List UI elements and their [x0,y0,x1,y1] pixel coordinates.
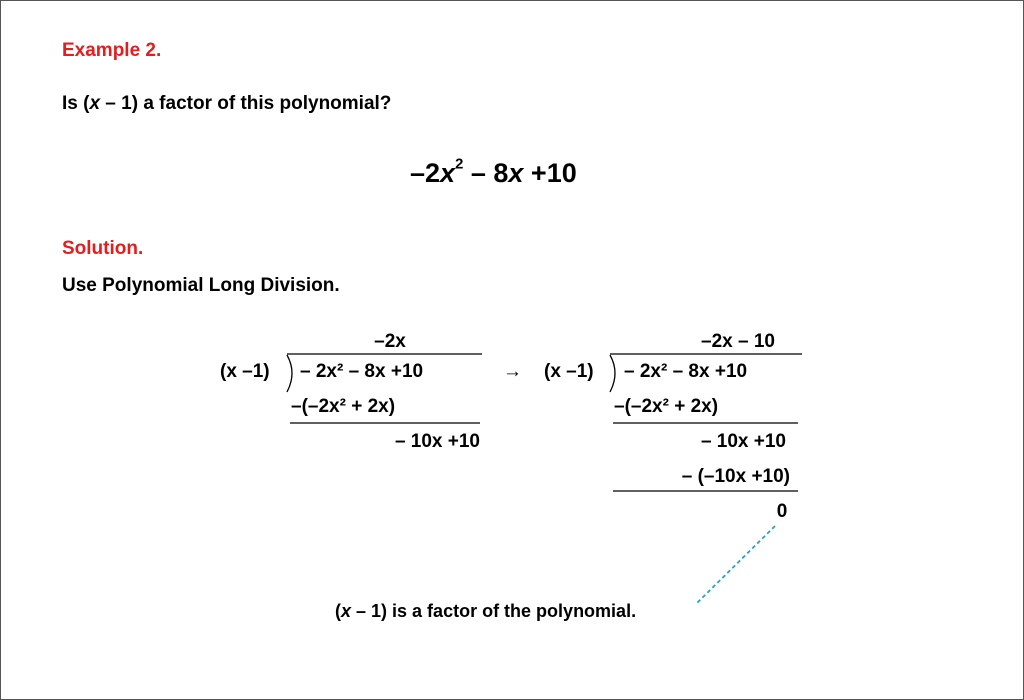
question-pre: Is ( [62,93,90,114]
right-divisor: (x –1) [544,361,594,382]
poly-term2-coef: – 8 [463,158,509,188]
left-quotient: –2x [374,331,406,352]
right-remainder-1: – 10x +10 [700,431,786,452]
poly-var2: x [508,158,524,188]
right-subtract-2: – (–10x +10) [681,466,790,487]
conclusion-var: x [341,601,352,621]
left-division-bracket [287,355,292,392]
right-quotient: –2x – 10 [701,331,775,352]
poly-constant: +10 [523,158,577,188]
left-divisor: (x –1) [220,361,270,382]
final-remainder: 0 [776,501,788,522]
left-subtract-1: –(–2x² + 2x) [291,396,396,417]
conclusion-pre: ( [335,601,341,621]
poly-coef: –2 [410,158,441,188]
poly-var: x [440,158,456,188]
leader-dashed-line [697,526,775,603]
arrow-symbol: → [503,361,522,382]
method-text: Use Polynomial Long Division. [62,275,340,296]
right-division-bracket [610,355,615,392]
right-dividend: – 2x² – 8x +10 [624,361,748,382]
solution-title: Solution. [62,238,144,259]
left-dividend: – 2x² – 8x +10 [300,361,424,382]
question-var: x [89,93,101,114]
left-remainder-1: – 10x +10 [394,431,480,452]
conclusion-post: – 1) is a factor of the polynomial. [351,601,637,621]
right-subtract-1: –(–2x² + 2x) [614,396,719,417]
question-post: – 1) a factor of this polynomial? [100,93,392,114]
poly-exponent: 2 [455,156,464,173]
example-title: Example 2. [62,40,162,61]
